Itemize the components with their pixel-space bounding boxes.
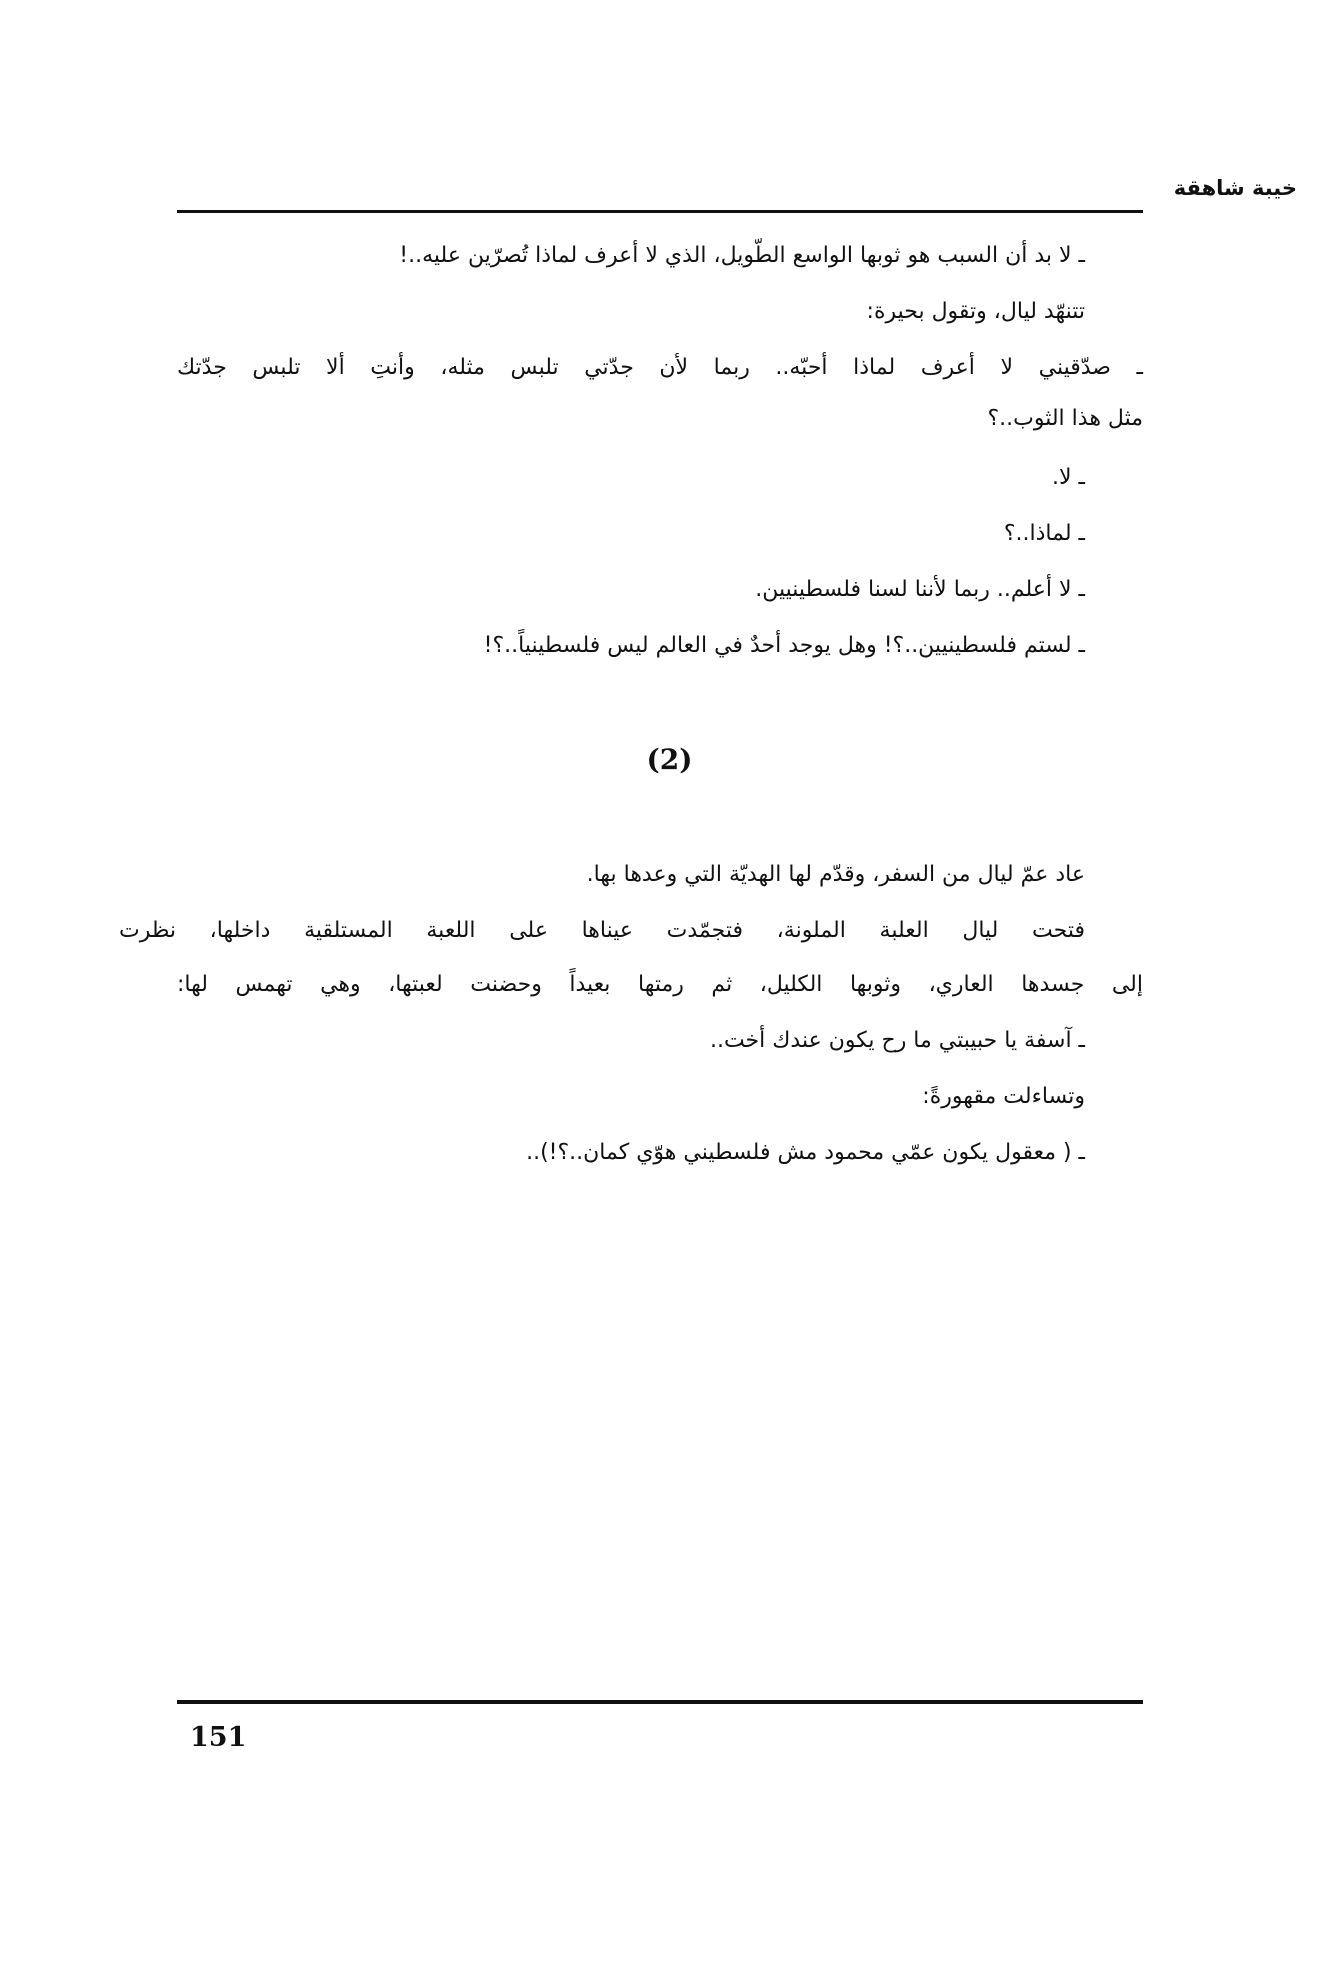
dialogue-line-continuation: مثل هذا الثوب..؟ bbox=[987, 406, 1143, 431]
section-two-block bbox=[119, 855, 1143, 1185]
dialogue-block bbox=[177, 236, 1143, 676]
dialogue-line: ـ لا. bbox=[1052, 465, 1085, 490]
running-header bbox=[177, 172, 1297, 212]
dialogue-line: ـ لا بد أن السبب هو ثوبها الواسع الطّويل، الذي لا أعرف لماذا تُصرّين عليه..! bbox=[399, 243, 1085, 268]
dialogue-line: ـ لا أعلم.. ربما لأننا لسنا فلسطينيين. bbox=[755, 577, 1085, 602]
narration-line: تتنهّد ليال، وتقول بحيرة: bbox=[866, 299, 1085, 324]
paragraph-line: عاد عمّ ليال من السفر، وقدّم لها الهديّة التي وعدها بها. bbox=[586, 862, 1085, 887]
header-rule bbox=[177, 210, 1143, 213]
footer-rule bbox=[177, 1700, 1143, 1704]
page-number: 151 bbox=[190, 1722, 247, 1753]
section-number: (2) bbox=[646, 743, 693, 776]
dialogue-line: ـ صدّقيني لا أعرف لماذا أحبّه.. ربما لأن جدّتي تلبس مثله، وأنتِ ألا تلبس جدّتك bbox=[177, 355, 1143, 380]
paragraph-line: فتحت ليال العلبة الملونة، فتجمّدت عيناها على اللعبة المستلقية داخلها، نظرت bbox=[119, 918, 1085, 943]
dialogue-line: ـ ( معقول يكون عمّي محمود مش فلسطيني هوّي كمان..؟!).. bbox=[526, 1140, 1085, 1165]
dialogue-line: ـ آسفة يا حبيبتي ما رح يكون عندك أخت.. bbox=[709, 1028, 1085, 1053]
narration-line: وتساءلت مقهورةً: bbox=[922, 1084, 1085, 1109]
paragraph-line: إلى جسدها العاري، وثوبها الكليل، ثم رمتها بعيداً وحضنت لعبتها، وهي تهمس لها: bbox=[177, 972, 1143, 997]
running-title: خيبة شاهقة bbox=[1173, 176, 1297, 200]
dialogue-line: ـ لستم فلسطينيين..؟! وهل يوجد أحدٌ في العالم ليس فلسطينياً..؟! bbox=[483, 633, 1085, 658]
dialogue-line: ـ لماذا..؟ bbox=[1003, 521, 1085, 546]
